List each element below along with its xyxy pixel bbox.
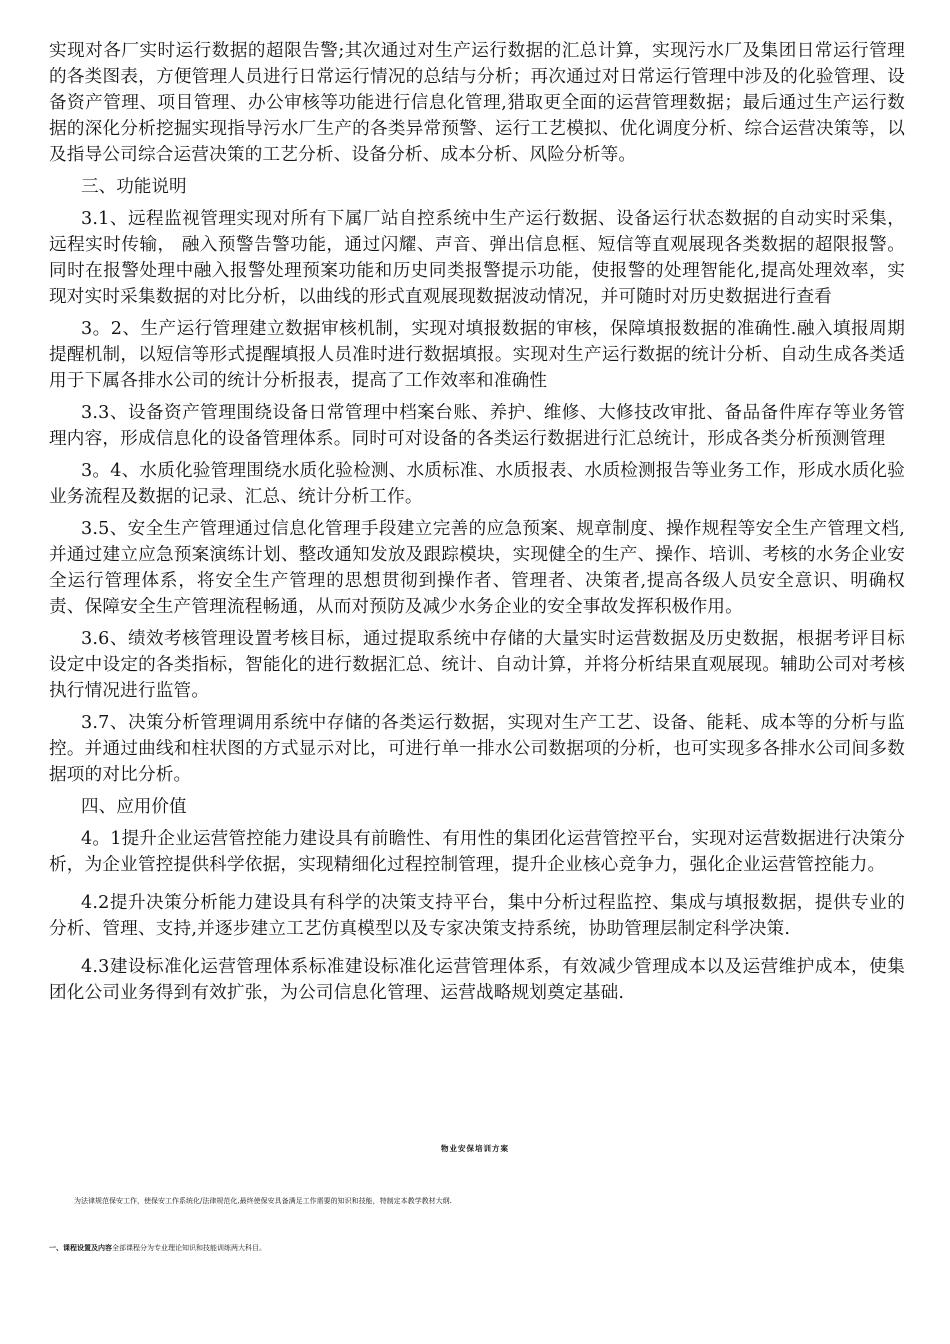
appendix-title: 物业安保培训方案 — [441, 1144, 509, 1153]
section-heading-4: 四、应用价值 — [81, 797, 187, 817]
course-text: 全部课程分为专业理论知识和技能训练两大科目。 — [112, 1244, 266, 1252]
paragraph-3-7: 3.7、决策分析管理调用系统中存储的各类运行数据，实现对生产工艺、设备、能耗、成本等的分析与监控。并通过曲线和柱状图的方式显示对比，可进行单一排水公司数据项的分析，也可实现多各排水公司间多数据项的对比分析。 — [49, 713, 905, 785]
appendix-course-line — [49, 1243, 266, 1253]
paragraph-3-3: 3.3、设备资产管理围绕设备日常管理中档案台账、养护、维修、大修技改审批、备品备件库存等业务管理内容，形成信息化的设备管理体系。同时可对设备的各类运行数据进行汇总统计，形成各类分析预测管理 — [49, 403, 905, 449]
paragraph-3-1: 3.1、远程监视管理实现对所有下属厂站自控系统中生产运行数据、设备运行状态数据的自动实时采集，远程实时传输， 融入预警告警功能，通过闪耀、声音、弹出信息框、短信等直观展现各类数据的超限报警。 同时在报警处理中融入报警处理预案功能和历史同类报警提示功能，使报警的处理智能化,提高处理效率，实现对实时采集数据的对比分析，以曲线的形式直观展现数据波动情况，并可随时对历史数据进行查看 — [49, 209, 905, 307]
paragraph-3-5: 3.5、安全生产管理通过信息化管理手段建立完善的应急预案、规章制度、操作规程等安全生产管理文档,并通过建立应急预案演练计划、整改通知发放及跟踪模块，实现健全的生产、操作、培训、考核的水务企业安全运行管理体系，将安全生产管理的思想贯彻到操作者、管理者、决策者,提高各级人员安全意识、明确权责、保障安全生产管理流程畅通，从而对预防及减少水务企业的安全事故发挥积极作用。 — [49, 519, 905, 617]
paragraph-3-4: 3。4、水质化验管理围绕水质化验检测、水质标准、水质报表、水质检测报告等业务工作，形成水质化验业务流程及数据的记录、汇总、统计分析工作。 — [49, 461, 905, 507]
paragraph-3-2: 3。2、生产运行管理建立数据审核机制，实现对填报数据的审核，保障填报数据的准确性.融入填报周期提醒机制，以短信等形式提醒填报人员准时进行数据填报。实现对生产运行数据的统计分析、自动生成各类适用于下属各排水公司的统计分析报表，提高了工作效率和准确性 — [49, 319, 905, 391]
course-label: 一、课程设置及内容 — [49, 1243, 112, 1252]
paragraph-intro: 实现对各厂实时运行数据的超限告警;其次通过对生产运行数据的汇总计算，实现污水厂及集团日常运行管理的各类图表，方便管理人员进行日常运行情况的总结与分析；再次通过对日常运行管理中涉及的化验管理、设备资产管理、项目管理、办公审核等功能进行信息化管理,猎取更全面的运营管理数据；最后通过生产运行数据的深化分析挖掘实现指导污水厂生产的各类异常预警、运行工艺模拟、优化调度分析、综合运营决策等，以及指导公司综合运营决策的工艺分析、设备分析、成本分析、风险分析等。 — [49, 41, 905, 165]
paragraph-3-6: 3.6、绩效考核管理设置考核目标，通过提取系统中存储的大量实时运营数据及历史数据，根据考评目标设定中设定的各类指标，智能化的进行数据汇总、统计、自动计算，并将分析结果直观展现。辅助公司对考核执行情况进行监管。 — [49, 629, 905, 701]
appendix-intro: 为法律规范保安工作，使保安工作系统化/法律规范化,最终使保安具备满足工作需要的知识和技能，特制定本教学教材大纲. — [74, 1197, 452, 1205]
paragraph-4-3: 4.3建设标准化运营管理体系标准建设标准化运营管理体系，有效减少管理成本以及运营维护成本，使集团化公司业务得到有效扩张，为公司信息化管理、运营战略规划奠定基础. — [49, 957, 905, 1003]
section-heading-3: 三、功能说明 — [81, 177, 187, 197]
paragraph-4-2: 4.2提升决策分析能力建设具有科学的决策支持平台，集中分析过程监控、集成与填报数据，提供专业的分析、管理、支持,并逐步建立工艺仿真模型以及专家决策支持系统，协助管理层制定科学决策. — [49, 893, 905, 939]
document-body — [49, 38, 905, 1006]
paragraph-4-1: 4。1提升企业运营管控能力建设具有前瞻性、有用性的集团化运营管控平台，实现对运营数据进行决策分析，为企业管控提供科学依据，实现精细化过程控制管理，提升企业核心竞争力，强化企业运营管控能力。 — [49, 829, 905, 875]
